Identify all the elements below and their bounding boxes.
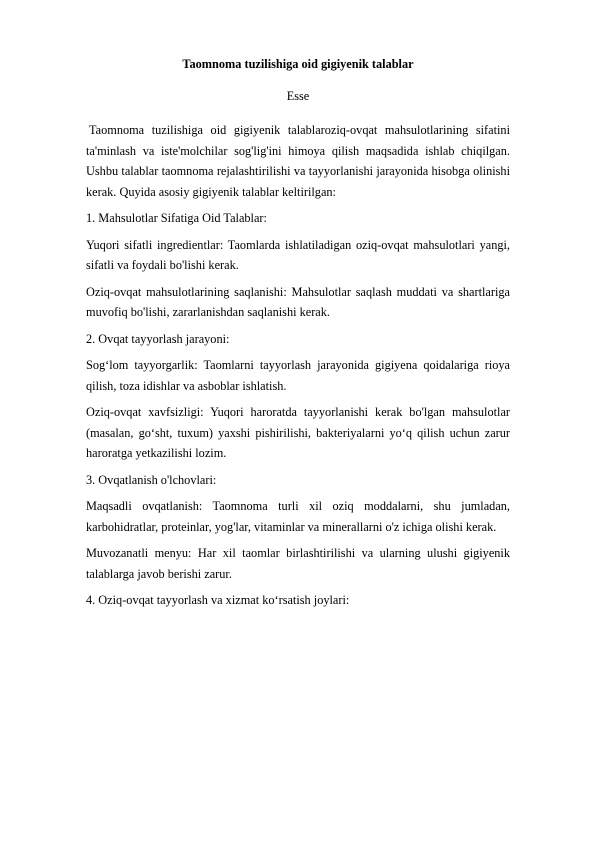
- paragraph: Oziq-ovqat xavfsizligi: Yuqori haroratda tayyorlanishi kerak bo'lgan mahsulotlar (masalan, go‘sht, tuxum) yaxshi pishirilishi, bakteriyalarni yo‘q qilish uchun zarur haroratga yetkazilishi lozim.: [86, 405, 510, 460]
- paragraph: Yuqori sifatli ingredientlar: Taomlarda ishlatiladigan oziq-ovqat mahsulotlari yangi, sifatli va foydali bo'lishi kerak.: [86, 237, 510, 272]
- section-heading-3: 3. Ovqatlanish o'lchovlari:: [86, 472, 217, 487]
- paragraph-intro: Taomnoma tuzilishiga oid gigiyenik talablaroziq-ovqat mahsulotlarining sifatini ta'minlash va iste'molchilar sog'lig'ini himoya qilish maqsadida ishlab chiqilgan. Ushbu talablar taomnoma rejalashtirilishi va tayyorlanishi jarayonida hisobga olinishi kerak. Quyida asosiy gigiyenik talablar keltirilgan:: [86, 123, 510, 199]
- section-heading-2: 2. Ovqat tayyorlash jarayoni:: [86, 331, 230, 346]
- paragraph: Maqsadli ovqatlanish: Taomnoma turli xil oziq moddalarni, shu jumladan, karbohidratlar, proteinlar, yog'lar, vitaminlar va minerallarni o'z ichiga olishi kerak.: [86, 499, 510, 534]
- document-title: Taomnoma tuzilishiga oid gigiyenik talablar: [182, 57, 414, 71]
- document-page: [86, 56, 510, 611]
- section-heading-1: 1. Mahsulotlar Sifatiga Oid Talablar:: [86, 211, 267, 225]
- document-subtitle: Esse: [286, 89, 310, 103]
- paragraph: Oziq-ovqat mahsulotlarining saqlanishi: Mahsulotlar saqlash muddati va shartlariga muvofiq bo'lishi, zararlanishdan saqlanishi kerak.: [86, 284, 510, 319]
- paragraph: Muvozanatli menyu: Har xil taomlar birlashtirilishi va ularning ulushi gigiyenik talablarga javob berishi zarur.: [86, 546, 510, 581]
- section-heading-4: 4. Oziq-ovqat tayyorlash va xizmat ko‘rsatish joylari:: [86, 593, 350, 607]
- paragraph: Sog‘lom tayyorgarlik: Taomlarni tayyorlash jarayonida gigiyena qoidalariga rioya qilish, toza idishlar va asboblar ishlatish.: [86, 358, 510, 393]
